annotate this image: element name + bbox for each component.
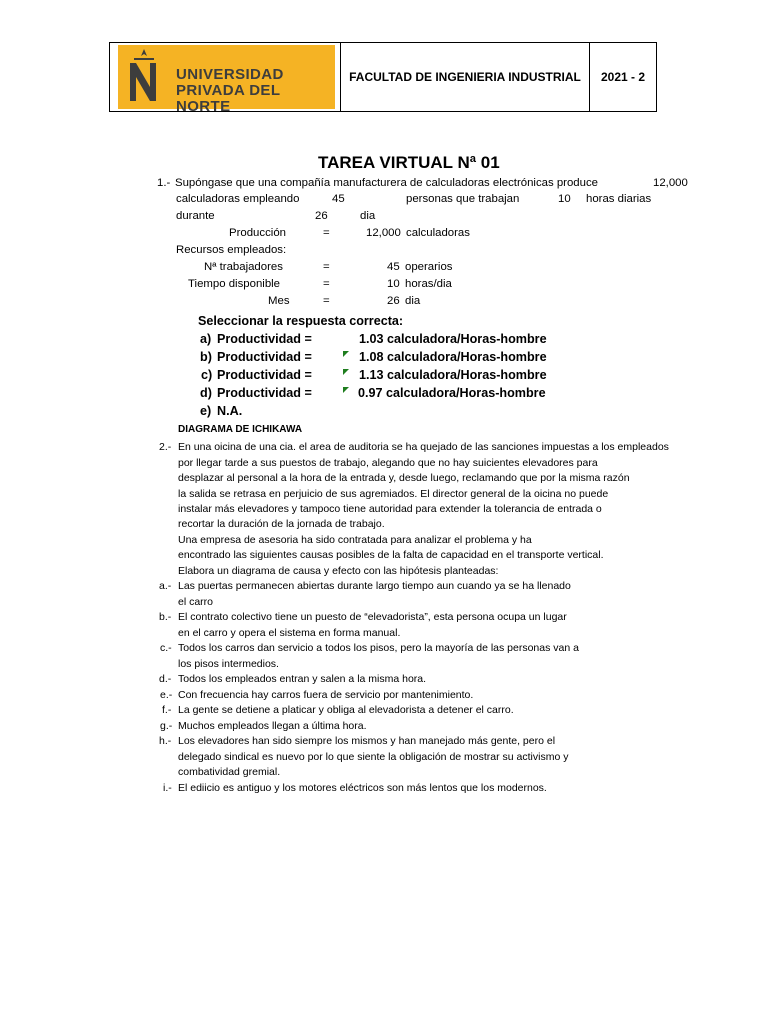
q1-line2-end: horas diarias (586, 193, 652, 205)
comment-marker-icon (343, 351, 349, 357)
item-g-letter: g.- (160, 720, 173, 732)
item-f-letter: f.- (162, 704, 172, 716)
comment-marker-icon (343, 369, 349, 375)
item-c-line: los pisos intermedios. (178, 658, 279, 670)
option-c-value: 1.13 calculadora/Horas-hombre (359, 368, 547, 382)
item-a-letter: a.- (159, 580, 172, 592)
item-e-line: Con frecuencia hay carros fuera de servicio por mantenimiento. (178, 689, 474, 701)
q2-paragraph-line: Elabora un diagrama de causa y efecto con las hipótesis planteadas: (178, 565, 499, 577)
option-b-value: 1.08 calculadora/Horas-hombre (359, 350, 547, 364)
item-b-line: El contrato colectivo tiene un puesto de “elevadorista”, esta persona ocupa un lugar (178, 611, 567, 623)
trabajadores-eq: = (323, 261, 330, 273)
item-d-letter: d.- (159, 673, 172, 685)
q2-paragraph-line: recortar la duración de la jornada de trabajo. (178, 518, 385, 530)
tiempo-eq: = (323, 278, 330, 290)
option-e-letter: e) (200, 404, 212, 418)
select-prompt: Seleccionar la respuesta correcta: (198, 314, 404, 328)
tiempo-unit: horas/dia (405, 278, 452, 290)
mes-label: Mes (268, 295, 290, 307)
q1-workers-value: 45 (332, 193, 345, 205)
n-emblem-icon (120, 45, 168, 109)
q2-paragraph-line: En una oicina de una cia. el area de auditoria se ha quejado de las sanciones impuestas a los empleados (178, 441, 669, 453)
logo-cell (110, 43, 341, 115)
q1-line2-text: calculadoras empleando (176, 193, 300, 205)
q2-paragraph-line: Una empresa de asesoria ha sido contratada para analizar el problema y ha (178, 534, 532, 546)
item-h-letter: h.- (159, 735, 172, 747)
option-b-letter: b) (200, 350, 212, 364)
produccion-value: 12,000 (366, 227, 401, 239)
trabajadores-unit: operarios (405, 261, 453, 273)
q1-days-unit: dia (360, 210, 376, 222)
q1-line3-text: durante (176, 210, 215, 222)
q1-hours-value: 10 (558, 193, 571, 205)
tiempo-label: Tiempo disponible (188, 278, 281, 290)
item-a-line: Las puertas permanecen abiertas durante largo tiempo aun cuando ya se ha llenado (178, 580, 571, 592)
trabajadores-label: Nª trabajadores (204, 261, 283, 273)
item-h-line: combatividad gremial. (178, 766, 281, 778)
option-e-label: N.A. (217, 404, 243, 418)
faculty-name: FACULTAD DE INGENIERIA INDUSTRIAL (349, 70, 581, 84)
q2-paragraph-line: instalar más elevadores y tampoco tiene autoridad para extender la tolerancia de entrada o (178, 503, 602, 515)
item-h-line: Los elevadores han sido siempre los mismos y han manejado más gente, pero el (178, 735, 556, 747)
item-d-line: Todos los empleados entran y salen a la misma hora. (178, 673, 427, 685)
tiempo-value: 10 (387, 278, 400, 290)
option-d-value: 0.97 calculadora/Horas-hombre (358, 386, 546, 400)
logo-line2: PRIVADA DEL NORTE (176, 82, 281, 115)
q1-production-value: 12,000 (653, 177, 688, 189)
item-g-line: Muchos empleados llegan a última hora. (178, 720, 367, 732)
produccion-eq: = (323, 227, 330, 239)
page-title: TAREA VIRTUAL Nª 01 (318, 153, 500, 172)
q2-heading: DIAGRAMA DE ICHIKAWA (178, 424, 303, 435)
option-d-label: Productividad = (217, 386, 312, 400)
item-b-line: en el carro y opera el sistema en forma manual. (178, 627, 401, 639)
faculty-cell (341, 43, 590, 111)
produccion-unit: calculadoras (406, 227, 470, 239)
logo-wordmark (176, 67, 335, 115)
mes-eq: = (323, 295, 330, 307)
academic-period: 2021 - 2 (600, 70, 646, 84)
produccion-label: Producción (229, 227, 286, 239)
option-a-value: 1.03 calculadora/Horas-hombre (359, 332, 547, 346)
q1-line1: Supóngase que una compañía manufacturera de calculadoras electrónicas produce (175, 177, 598, 189)
item-b-letter: b.- (159, 611, 172, 623)
comment-marker-icon (343, 387, 349, 393)
q1-line2-mid: personas que trabajan (406, 193, 520, 205)
item-i-line: El ediicio es antiguo y los motores eléctricos son más lentos que los modernos. (178, 782, 547, 794)
trabajadores-value: 45 (387, 261, 400, 273)
q1-number: 1.- (157, 177, 171, 189)
option-d-letter: d) (200, 386, 212, 400)
item-e-letter: e.- (160, 689, 173, 701)
option-c-label: Productividad = (217, 368, 312, 382)
university-logo (118, 45, 335, 115)
item-c-line: Todos los carros dan servicio a todos los pisos, pero la mayoría de las personas van a (178, 642, 579, 654)
option-a-letter: a) (200, 332, 212, 346)
recursos-label: Recursos empleados: (176, 244, 287, 256)
item-c-letter: c.- (160, 642, 172, 654)
mes-unit: dia (405, 295, 421, 307)
item-i-letter: i.- (163, 782, 172, 794)
document-header (109, 42, 657, 115)
item-f-line: La gente se detiene a platicar y obliga al elevadorista a detener el carro. (178, 704, 514, 716)
option-c-letter: c) (201, 368, 213, 382)
q2-paragraph-line: por llegar tarde a sus puestos de trabajo, alegando que no hay suicientes elevadores para (178, 457, 598, 469)
option-b-label: Productividad = (217, 350, 312, 364)
option-a-label: Productividad = (217, 332, 312, 346)
q2-paragraph-line: encontrado las siguientes causas posibles de la falta de capacidad en el transporte vertical. (178, 549, 604, 561)
q1-days-value: 26 (315, 210, 328, 222)
period-cell (590, 43, 656, 111)
q2-number: 2.- (159, 441, 172, 453)
item-a-line: el carro (178, 596, 214, 608)
mes-value: 26 (387, 295, 400, 307)
logo-line1: UNIVERSIDAD (176, 66, 284, 83)
q2-paragraph-line: la salida se retrasa en perjuicio de sus agremiados. El director general de la oicina no puede (178, 488, 609, 500)
item-h-line: delegado sindical es nuevo por lo que siente la obligación de mostrar su activismo y (178, 751, 569, 763)
q2-paragraph-line: desplazar al personal a la hora de la entrada y, desde luego, reclamando que por la misma razón (178, 472, 630, 484)
